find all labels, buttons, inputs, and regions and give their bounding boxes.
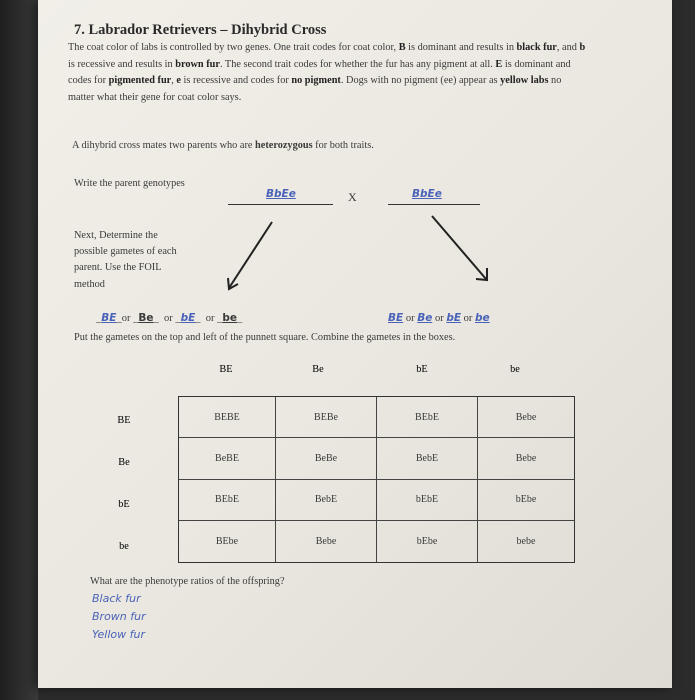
punnett-cell-4-3: bEbe bbox=[377, 521, 478, 562]
left-gamete-row-1: BE bbox=[117, 415, 131, 426]
punnett-cell-3-1: BEbE bbox=[179, 480, 276, 521]
punnett-cell-1-2: BEBe bbox=[276, 397, 377, 438]
right-gamete-4: be bbox=[475, 312, 490, 324]
intro-paragraph: The coat color of labs is controlled by two genes. One trait codes for coat color, B is dominant and results in black fur, and b is recessive and results in brown fur. The second trait codes for whether the fur has any pigment at all. E is dominant and codes for pigmented fur, e is recessive and codes for no pigment. Dogs with no pigment (ee) appear as yellow labs no matter what their gene for coat color says. bbox=[68, 42, 586, 103]
punnett-cell-3-4: bEbe bbox=[478, 480, 574, 521]
left-gamete-row-2: Be bbox=[118, 457, 130, 468]
phenotype-question: What are the phenotype ratios of the offspring? bbox=[90, 576, 285, 587]
top-gamete-3: bE bbox=[416, 364, 428, 375]
right-gamete-2: Be bbox=[417, 312, 433, 324]
right-gamete-3: bE bbox=[446, 312, 462, 324]
right-parent-gametes: BE or Be or bE or be bbox=[388, 312, 490, 324]
punnett-square bbox=[178, 396, 575, 563]
gametes-instruction: Next, Determine the possible gametes of each parent. Use the FOIL method bbox=[74, 230, 177, 290]
punnett-cell-4-1: BEbe bbox=[179, 521, 276, 562]
left-parent-gametes: _BE_or _Be_ or _bE_ or _be_ bbox=[96, 312, 243, 324]
punnett-cell-1-3: BEbE bbox=[377, 397, 478, 438]
parent-right-genotype: BbEe bbox=[412, 188, 442, 200]
parent-genotypes-label: Write the parent genotypes bbox=[74, 178, 185, 189]
dihybrid-statement: A dihybrid cross mates two parents who are heterozygous for both traits. bbox=[72, 140, 374, 151]
answer-brown-fur: Brown fur bbox=[92, 610, 146, 623]
answer-black-fur: Black fur bbox=[92, 592, 141, 605]
left-gamete-row-3: bE bbox=[118, 499, 130, 510]
answer-yellow-fur: Yellow fur bbox=[92, 628, 145, 641]
punnett-cell-2-2: BeBe bbox=[276, 438, 377, 479]
punnett-cell-2-4: Bebe bbox=[478, 438, 574, 479]
cross-symbol: X bbox=[348, 190, 357, 204]
top-gamete-2: Be bbox=[312, 364, 324, 375]
punnett-instruction: Put the gametes on the top and left of the punnett square. Combine the gametes in the boxes. bbox=[74, 332, 456, 343]
punnett-cell-1-4: Bebe bbox=[478, 397, 574, 438]
left-gamete-1: BE bbox=[101, 312, 117, 324]
left-gamete-row-4: be bbox=[119, 541, 129, 552]
page-title: 7. Labrador Retrievers – Dihybrid Cross bbox=[74, 22, 327, 38]
punnett-cell-1-1: BEBE bbox=[179, 397, 276, 438]
left-arrow-icon bbox=[228, 222, 272, 289]
punnett-cell-2-3: BebE bbox=[377, 438, 478, 479]
right-gamete-1: BE bbox=[388, 312, 404, 324]
parent-left-genotype: BbEe bbox=[266, 188, 296, 200]
punnett-cell-2-1: BeBE bbox=[179, 438, 276, 479]
top-gamete-1: BE bbox=[219, 364, 233, 375]
top-gamete-4: be bbox=[510, 364, 520, 375]
punnett-cell-4-4: bebe bbox=[516, 535, 536, 547]
punnett-cell-3-3: bEbE bbox=[377, 480, 478, 521]
punnett-cell-4-2: Bebe bbox=[276, 521, 377, 562]
left-gamete-3: bE bbox=[180, 312, 196, 324]
punnett-cell-3-2: BebE bbox=[276, 480, 377, 521]
left-gamete-4: be bbox=[222, 312, 238, 324]
left-gamete-2: Be bbox=[138, 312, 154, 324]
right-arrow-icon bbox=[432, 216, 487, 280]
